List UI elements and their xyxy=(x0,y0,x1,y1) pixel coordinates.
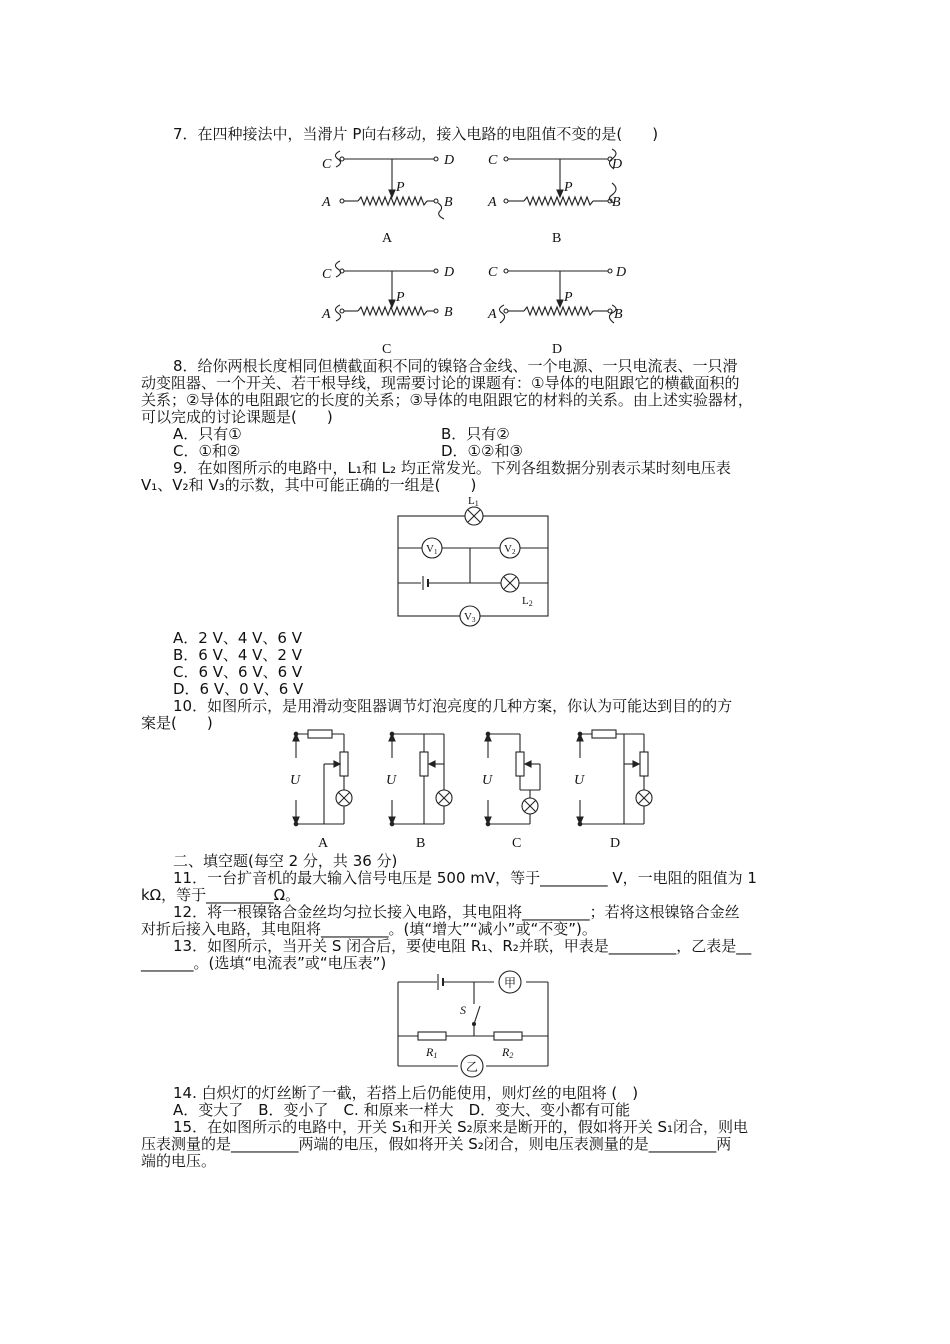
q10-circuit-c xyxy=(485,732,540,826)
q9-label-v2: V2 xyxy=(504,543,516,556)
q14-options: A．变大了 B．变小了 C. 和原来一样大 D．变大、变小都有可能 xyxy=(173,1101,631,1119)
q10-circuit-b xyxy=(389,732,452,826)
q9-label-l1: L1 xyxy=(468,495,479,508)
q7-c-label-a: A xyxy=(322,307,331,322)
q8-option-d: D．①②和③ xyxy=(441,442,523,460)
q15-line2: 压表测量的是_________两端的电压，假如将开关 S₂闭合，则电压表测量的是_________两 xyxy=(141,1135,732,1153)
q11-line1: 11．一台扩音机的最大输入信号电压是 500 mV，等于_________ V，一电阻的阻值为 1 xyxy=(173,869,757,887)
q7-b-label-c: C xyxy=(488,153,498,168)
q9-line2: V₁、V₂和 V₃的示数，其中可能正确的一组是( ) xyxy=(141,476,477,494)
q11-line2: kΩ，等于_________Ω。 xyxy=(141,886,301,904)
q7-d-label-c: C xyxy=(488,265,498,280)
q9-option-a: A．2 V、4 V、6 V xyxy=(173,629,302,647)
q8-option-c: C．①和② xyxy=(173,442,241,460)
q7-b-label-p: P xyxy=(564,180,573,195)
q7-c-label-c: C xyxy=(322,267,332,282)
q7-d-label-b: B xyxy=(614,307,623,322)
q7-c-label-p: P xyxy=(396,290,405,305)
q10-c-u-label: U xyxy=(482,773,493,788)
q7-figure-d xyxy=(499,269,616,323)
q8-line2: 动变阻器、一个开关、若干根导线，现需要讨论的课题有：①导体的电阻跟它的横截面积的 xyxy=(141,374,740,392)
q7-a-label-c: C xyxy=(322,157,332,172)
q10-option-c: C xyxy=(512,836,522,851)
q10-circuits-figure xyxy=(284,728,660,852)
q13-label-r1: R1 xyxy=(426,1045,438,1060)
q9-label-v1: V1 xyxy=(426,543,438,556)
q15-line1: 15．在如图所示的电路中，开关 S₁和开关 S₂原来是断开的，假如将开关 S₁闭合，则电 xyxy=(173,1118,748,1136)
q15-line3: 端的电压。 xyxy=(141,1152,217,1170)
q10-option-d: D xyxy=(610,836,621,851)
q7-a-label-a: A xyxy=(322,195,331,210)
q7-c-label-b: B xyxy=(444,305,453,320)
q12-line2: 对折后接入电路，其电阻将_________。(填“增大”“减小”或“不变”)。 xyxy=(141,920,597,938)
q9-label-v3: V3 xyxy=(464,611,476,624)
q7-option-d: D xyxy=(552,342,563,357)
q7-d-label-a: A xyxy=(488,307,497,322)
q9-option-d: D．6 V、0 V、6 V xyxy=(173,680,304,698)
q12-line1: 12．将一根镍铬合金丝均匀拉长接入电路，其电阻将_________；若将这根镍铬合金丝 xyxy=(173,903,740,921)
q7-text: 7．在四种接法中，当滑片 P向右移动，接入电路的电阻值不变的是( ) xyxy=(173,125,659,143)
q7-figure xyxy=(318,145,638,357)
q7-d-label-d: D xyxy=(616,265,627,280)
q8-option-a: A．只有① xyxy=(173,425,242,443)
q13-meter-jia: 甲 xyxy=(504,976,517,990)
q7-b-label-b: B xyxy=(612,195,621,210)
q13-circuit-figure xyxy=(392,970,556,1082)
q7-c-label-d: D xyxy=(444,265,455,280)
q7-figure-a xyxy=(335,151,444,219)
q7-d-label-p: P xyxy=(564,290,573,305)
q8-line3: 关系；②导体的电阻跟它的长度的关系；③导体的电阻跟它的材料的关系。由上述实验器材， xyxy=(141,391,753,409)
q7-a-label-b: B xyxy=(444,195,453,210)
q10-circuit-a xyxy=(293,730,352,826)
q10-circuit-d xyxy=(577,730,652,826)
q8-option-b: B．只有② xyxy=(441,425,510,443)
q7-a-label-d: D xyxy=(444,153,455,168)
q7-b-label-d: D xyxy=(612,157,623,172)
q13-line1: 13．如图所示，当开关 S 闭合后，要使电阻 R₁、R₂并联，甲表是_________，乙表是__ xyxy=(173,937,752,955)
q13-line2: _______。(选填“电流表”或“电压表”) xyxy=(141,954,387,972)
q10-d-u-label: U xyxy=(574,773,585,788)
q13-label-r2: R2 xyxy=(502,1045,514,1060)
q7-option-a: A xyxy=(382,231,393,246)
q8-line1: 8．给你两根长度相同但横截面积不同的镍铬合金线、一个电源、一只电流表、一只滑 xyxy=(173,357,738,375)
q7-option-b: B xyxy=(552,231,562,246)
q9-label-l2: L2 xyxy=(522,595,533,608)
q8-line4: 可以完成的讨论课题是( ) xyxy=(141,408,333,426)
q13-meter-yi: 乙 xyxy=(466,1060,479,1074)
q10-a-u-label: U xyxy=(290,773,301,788)
q7-option-c: C xyxy=(382,342,392,357)
q7-figure-c xyxy=(335,261,438,321)
q7-a-label-p: P xyxy=(396,180,405,195)
q9-circuit-figure xyxy=(392,492,556,630)
q9-option-c: C．6 V、6 V、6 V xyxy=(173,663,303,681)
q9-option-b: B．6 V、4 V、2 V xyxy=(173,646,303,664)
q10-line1: 10．如图所示，是用滑动变阻器调节灯泡亮度的几种方案，你认为可能达到目的的方 xyxy=(173,697,733,715)
q7-figure-b xyxy=(504,149,616,205)
section-heading-fill-in: 二、填空题(每空 2 分，共 36 分) xyxy=(173,852,398,870)
q14-line1: 14. 白炽灯的灯丝断了一截，若搭上后仍能使用，则灯丝的电阻将 ( ) xyxy=(173,1084,639,1102)
q10-option-a: A xyxy=(318,836,329,851)
q13-label-s: S xyxy=(460,1003,466,1017)
q10-b-u-label: U xyxy=(386,773,397,788)
q10-line2: 案是( ) xyxy=(141,714,213,732)
q10-option-b: B xyxy=(416,836,426,851)
q7-b-label-a: A xyxy=(488,195,497,210)
q9-line1: 9．在如图所示的电路中，L₁和 L₂ 均正常发光。下列各组数据分别表示某时刻电压表 xyxy=(173,459,731,477)
